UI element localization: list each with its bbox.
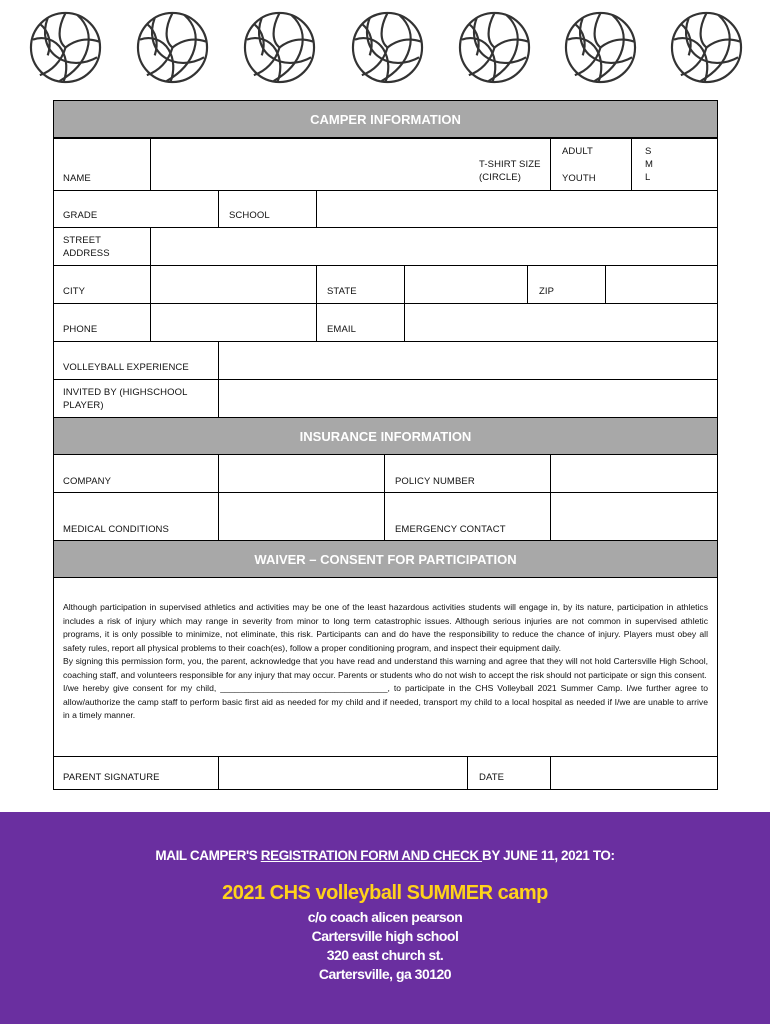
address-line: Cartersville, ga 30120 (318, 966, 452, 982)
volleyball-icon (242, 10, 317, 85)
name-label: NAME (63, 173, 91, 184)
mail-prefix: MAIL CAMPER'S (155, 848, 261, 863)
mail-suffix: BY JUNE 11, 2021 TO: (482, 848, 615, 863)
volleyball-banner (0, 10, 770, 90)
invited-by-label-cont: PLAYER) (63, 400, 104, 411)
registration-form (53, 100, 718, 790)
volleyball-icon (563, 10, 638, 85)
date-label: DATE (479, 772, 505, 783)
state-label: STATE (327, 286, 357, 297)
policy-number-label: POLICY NUMBER (395, 476, 475, 487)
address-line: Cartersville high school (311, 928, 459, 944)
school-label: SCHOOL (229, 210, 270, 221)
adult-option[interactable]: ADULT (562, 146, 593, 157)
parent-signature-field[interactable] (219, 757, 466, 789)
mail-instructions (0, 848, 770, 863)
volleyball-icon (28, 10, 103, 85)
tshirt-circle-label: (CIRCLE) (479, 172, 521, 183)
company-label: COMPANY (63, 476, 112, 487)
date-field[interactable] (551, 757, 717, 789)
mailing-footer (0, 812, 770, 1024)
size-l-option[interactable]: L (645, 172, 651, 183)
invited-by-label: INVITED BY (HIGHSCHOOL (63, 387, 188, 398)
city-label: CITY (63, 286, 86, 297)
size-s-option[interactable]: S (645, 146, 652, 157)
mailing-address (0, 908, 770, 984)
waiver-paragraph: By signing this permission form, you, the parent, acknowledge that you have read and understand this warning and agree that they will not hold Cartersville High School, coaching staff, and volunteers responsible for any injury that may occur. Parents or students who do not wish to accept the risk should not participate or sign this consent. (63, 656, 708, 680)
email-label: EMAIL (327, 324, 357, 335)
emergency-contact-label: EMERGENCY CONTACT (395, 524, 506, 535)
volleyball-experience-label: VOLLEYBALL EXPERIENCE (63, 362, 189, 373)
address-label: ADDRESS (63, 248, 110, 259)
tshirt-size-label: T-SHIRT SIZE (479, 159, 541, 170)
section-header-waiver: WAIVER – CONSENT FOR PARTICIPATION (53, 540, 718, 578)
waiver-text (63, 601, 708, 723)
waiver-paragraph: Although participation in supervised athletics and activities may be one of the least hazardous activities students will engage in, by its nature, participation in athletics includes a risk of injury which may range in severity from minor to long term catastrophic issues. Although serious injuries are not common in supervised athletic programs, it is only possible to minimize, not eliminate, this risk. Participants can and do have the responsibility to reduce the chance of injury. Players must obey all safety rules, report all physical problems to their coach(es), follow a proper conditioning program, and inspect their equipment daily. (63, 602, 708, 653)
youth-option[interactable]: YOUTH (562, 173, 596, 184)
name-field[interactable] (151, 139, 451, 189)
volleyball-icon (350, 10, 425, 85)
address-line: 320 east church st. (326, 947, 444, 963)
section-header-camper: CAMPER INFORMATION (53, 100, 718, 138)
grade-label: GRADE (63, 210, 98, 221)
mail-underlined: REGISTRATION FORM AND CHECK (260, 848, 483, 863)
camp-title: 2021 CHS volleyball SUMMER camp (222, 882, 548, 904)
street-label: STREET (63, 235, 102, 246)
section-header-insurance: INSURANCE INFORMATION (53, 417, 718, 455)
volleyball-icon (457, 10, 532, 85)
address-line: c/o coach alicen pearson (307, 909, 463, 925)
medical-conditions-label: MEDICAL CONDITIONS (63, 524, 169, 535)
phone-label: PHONE (63, 324, 98, 335)
zip-label: ZIP (539, 286, 555, 297)
parent-signature-label: PARENT SIGNATURE (63, 772, 160, 783)
volleyball-icon (669, 10, 744, 85)
size-m-option[interactable]: M (645, 159, 654, 170)
waiver-paragraph: I/we hereby give consent for my child, ___________________________________, to participate in the CHS Volleyball 2021 Summer Camp. I/we further agree to allow/authorize the camp staff to perform basic first aid as needed for my child and if needed, transport my child to a local hospital as needed if I/we are unable to arrive in a timely manner. (63, 683, 708, 720)
volleyball-icon (135, 10, 210, 85)
